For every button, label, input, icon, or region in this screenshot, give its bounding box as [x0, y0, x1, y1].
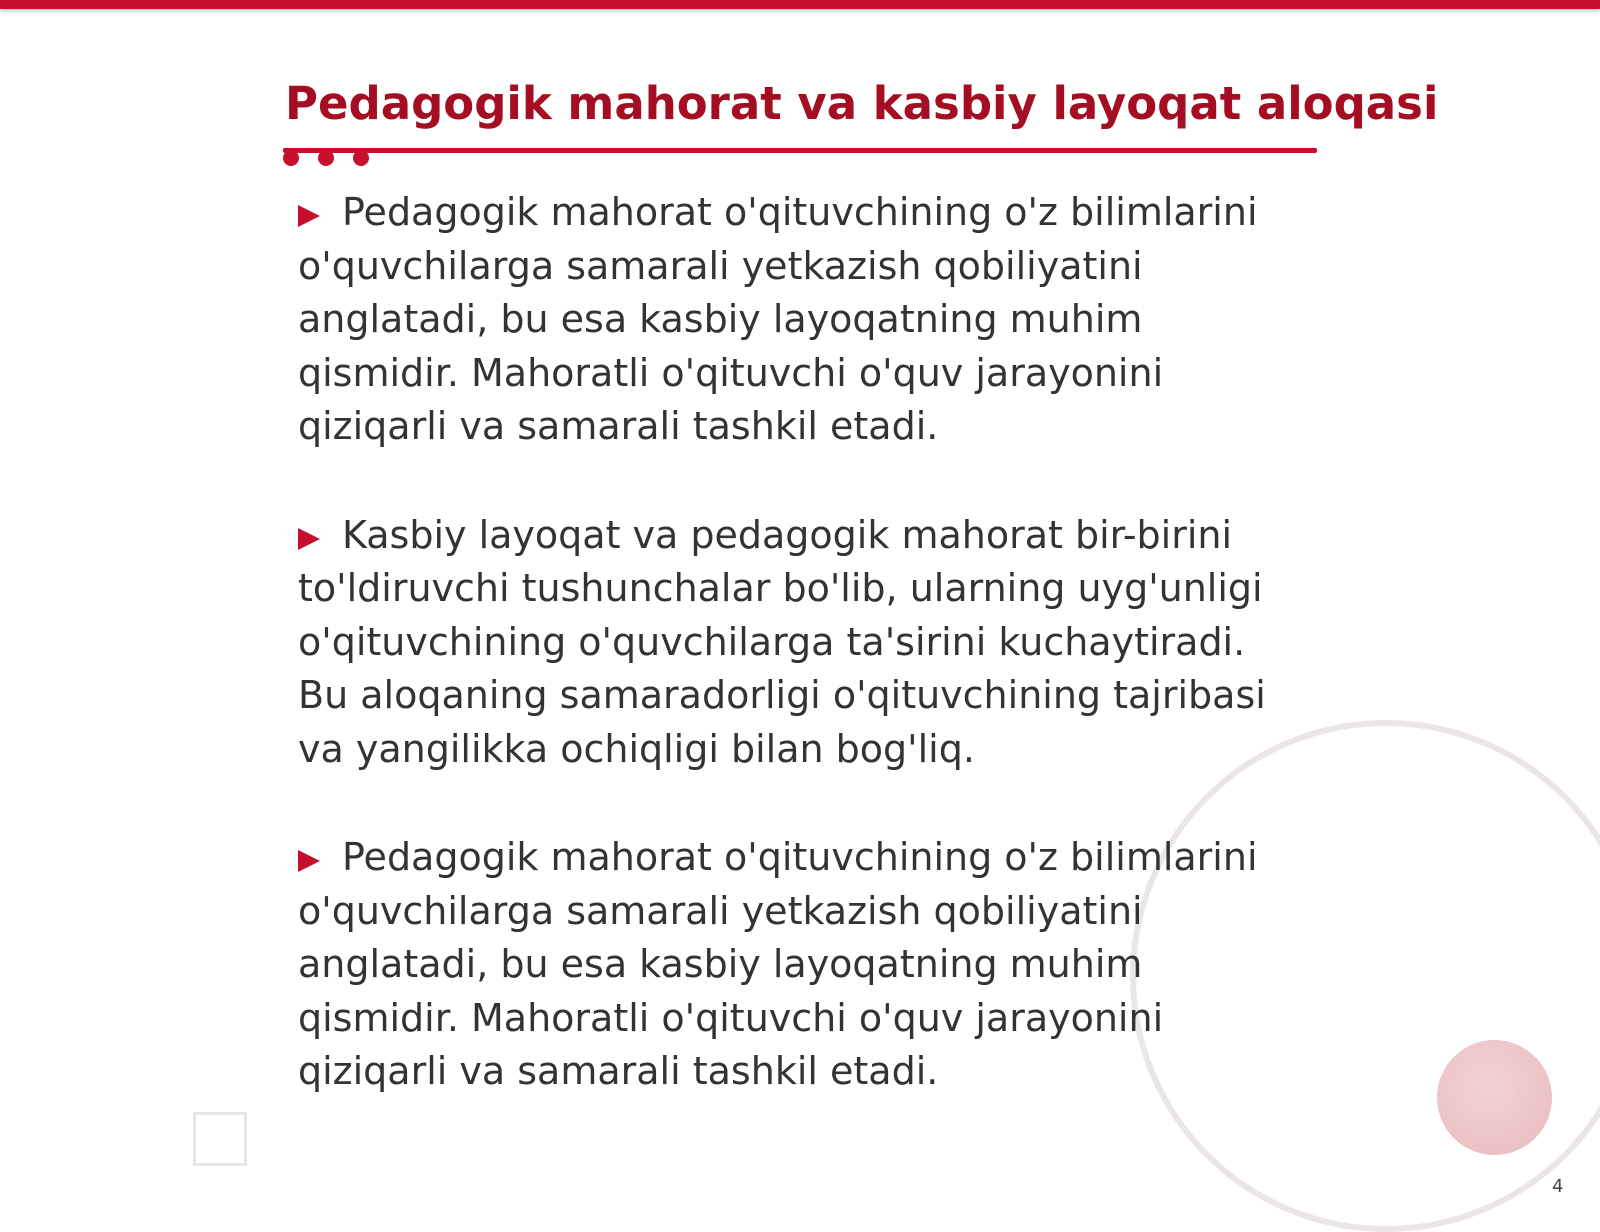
title-underline: [283, 148, 1317, 153]
bullet-item: [298, 186, 1298, 454]
bullet-item: [298, 831, 1298, 1099]
page-number: 4: [1552, 1176, 1564, 1197]
decorative-dot: [283, 150, 299, 166]
bullet-text: Pedagogik mahorat o'qituvchining o'z bilimlarini o'quvchilarga samarali yetkazish qobiliyatini anglatadi, bu esa kasbiy layoqatning muhim qismidir. Mahoratli o'qituvchi o'quv jarayonini qiziqarli va samarali tashkil etadi.: [298, 190, 1258, 448]
decorative-dot: [353, 150, 369, 166]
bullet-item: [298, 509, 1298, 777]
triangle-right-icon: [298, 850, 320, 872]
slide-title: Pedagogik mahorat va kasbiy layoqat aloqasi: [285, 77, 1439, 130]
bullet-list: [298, 186, 1298, 1154]
bullet-text: Kasbiy layoqat va pedagogik mahorat bir-birini to'ldiruvchi tushunchalar bo'lib, ularning uyg'unligi o'qituvchining o'quvchilarga ta'sirini kuchaytiradi. Bu aloqaning samaradorligi o'qituvchining tajribasi va yangilikka ochiqligi bilan bog'liq.: [298, 512, 1266, 771]
decorative-dot: [318, 150, 334, 166]
bullet-text: Pedagogik mahorat o'qituvchining o'z bilimlarini o'quvchilarga samarali yetkazish qobiliyatini anglatadi, bu esa kasbiy layoqatning muhim qismidir. Mahoratli o'qituvchi o'quv jarayonini qiziqarli va samarali tashkil etadi.: [298, 835, 1258, 1093]
decorative-circle: [1437, 1040, 1552, 1155]
decorative-square: [193, 1112, 247, 1166]
top-accent-bar: [0, 0, 1600, 9]
triangle-right-icon: [298, 528, 320, 550]
triangle-right-icon: [298, 205, 320, 227]
